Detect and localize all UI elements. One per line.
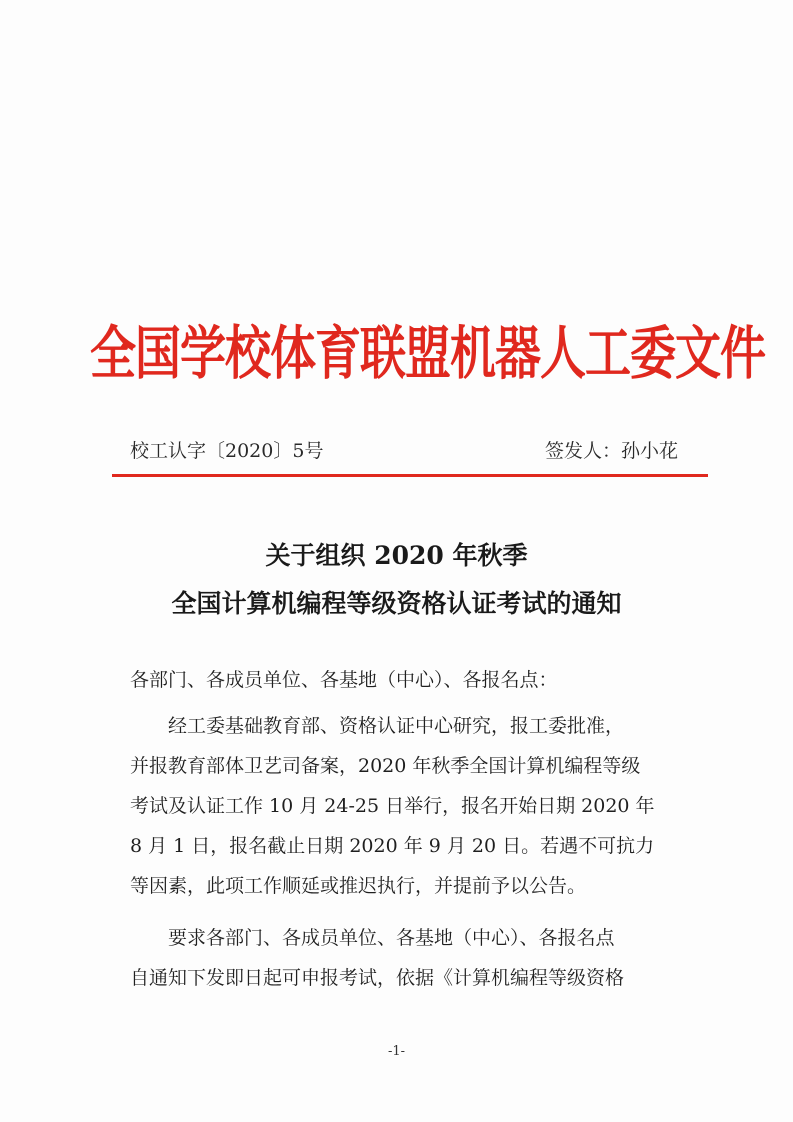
- paragraph-2-line: 要求各部门、各成员单位、各基地（中心）、各报名点: [168, 927, 615, 949]
- signer: 签发人：孙小花: [544, 440, 678, 462]
- red-divider: [112, 474, 708, 477]
- paragraph-1-line: 8 月 1 日，报名截止日期 2020 年 9 月 20 日。若遇不可抗力: [130, 835, 655, 857]
- paragraph-1-line: 并报教育部体卫艺司备案，2020 年秋季全国计算机编程等级: [130, 755, 641, 777]
- paragraph-2: [130, 918, 690, 998]
- paragraph-2-line: 自通知下发即日起可申报考试，依据《计算机编程等级资格: [130, 967, 625, 989]
- paragraph-1-line: 经工委基础教育部、资格认证中心研究，报工委批准，: [168, 715, 625, 737]
- paragraph-1-line: 考试及认证工作 10 月 24-25 日举行，报名开始日期 2020 年: [130, 795, 655, 817]
- doc-number: 校工认字〔2020〕5号: [130, 440, 324, 462]
- paragraph-1-line: 等因素，此项工作顺延或推迟执行，并提前予以公告。: [130, 875, 587, 897]
- notice-title-line-2: 全国计算机编程等级资格认证考试的通知: [171, 589, 622, 618]
- notice-title-line-1: 关于组织 2020 年秋季: [265, 541, 528, 570]
- paragraph-1: [130, 706, 690, 906]
- salutation-text: 各部门、各成员单位、各基地（中心）、各报名点：: [130, 669, 558, 691]
- salutation: [130, 660, 690, 700]
- org-title: 全国学校体育联盟机器人工委文件: [90, 319, 765, 387]
- page-number: -1-: [387, 1044, 406, 1059]
